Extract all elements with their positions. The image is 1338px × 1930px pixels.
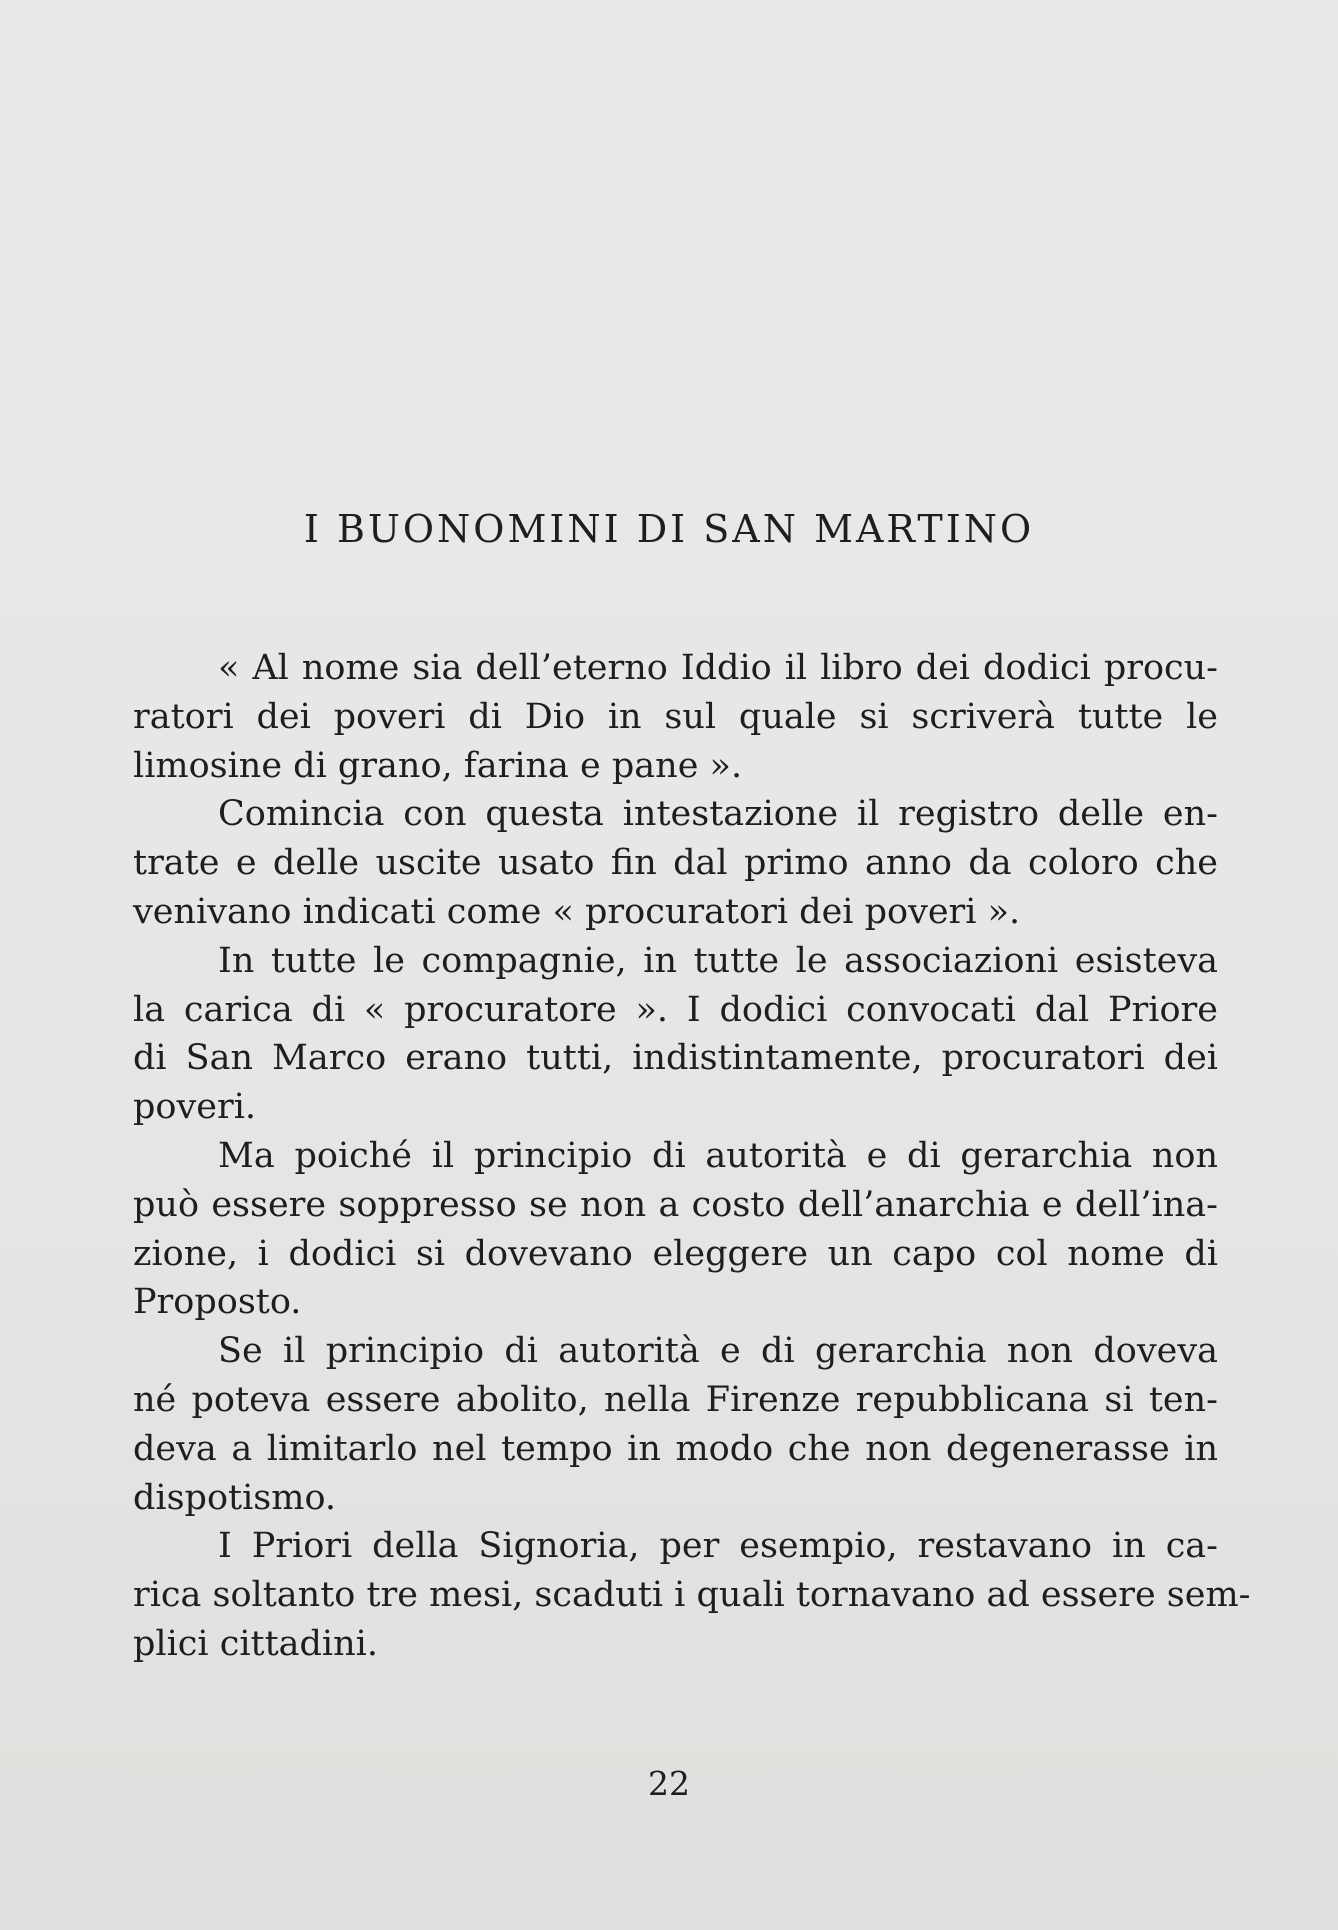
paragraph <box>133 937 1218 1132</box>
text-line: rica soltanto tre mesi, scaduti i quali tornavano ad essere sem- <box>133 1575 1251 1616</box>
text-line: limosine di grano, farina e pane ». <box>133 745 743 786</box>
paragraph <box>133 1327 1218 1522</box>
text-line: né poteva essere abolito, nella Firenze repubblicana si ten- <box>133 1379 1218 1420</box>
paragraph <box>133 790 1218 936</box>
text-line: ratori dei poveri di Dio in sul quale si scriverà tutte le <box>133 696 1218 737</box>
text-line: plici cittadini. <box>133 1623 378 1664</box>
text-line: In tutte le compagnie, in tutte le associazioni esisteva <box>218 940 1218 981</box>
chapter-title: I BUONOMINI DI SAN MARTINO <box>303 507 1035 551</box>
text-line: I Priori della Signoria, per esempio, restavano in ca- <box>218 1526 1218 1567</box>
body-text <box>133 644 1251 1669</box>
text-line: deva a limitarlo nel tempo in modo che non degenerasse in <box>133 1428 1218 1469</box>
text-line: la carica di « procuratore ». I dodici convocati dal Priore <box>133 989 1218 1030</box>
text-line: di San Marco erano tutti, indistintamente, procuratori dei <box>133 1038 1218 1079</box>
text-line: « Al nome sia dell’eterno Iddio il libro dei dodici procu- <box>218 648 1218 688</box>
page-number: 22 <box>648 1764 690 1803</box>
text-line: zione, i dodici si dovevano eleggere un capo col nome di <box>133 1233 1218 1274</box>
text-line: venivano indicati come « procuratori dei poveri ». <box>133 891 1021 932</box>
text-line: trate e delle uscite usato fin dal primo anno da coloro che <box>133 843 1218 884</box>
text-line: Proposto. <box>133 1282 302 1323</box>
paragraph <box>133 1522 1251 1668</box>
paragraph <box>133 644 1218 790</box>
text-line: poveri. <box>133 1087 257 1128</box>
text-line: Ma poiché il principio di autorità e di gerarchia non <box>218 1135 1218 1176</box>
text-line: Se il principio di autorità e di gerarchia non doveva <box>218 1331 1218 1372</box>
paragraph <box>133 1132 1218 1327</box>
text-line: dispotismo. <box>133 1477 337 1518</box>
text-line: può essere soppresso se non a costo dell’anarchia e dell’ina- <box>133 1184 1218 1225</box>
text-line: Comincia con questa intestazione il registro delle en- <box>218 794 1218 835</box>
